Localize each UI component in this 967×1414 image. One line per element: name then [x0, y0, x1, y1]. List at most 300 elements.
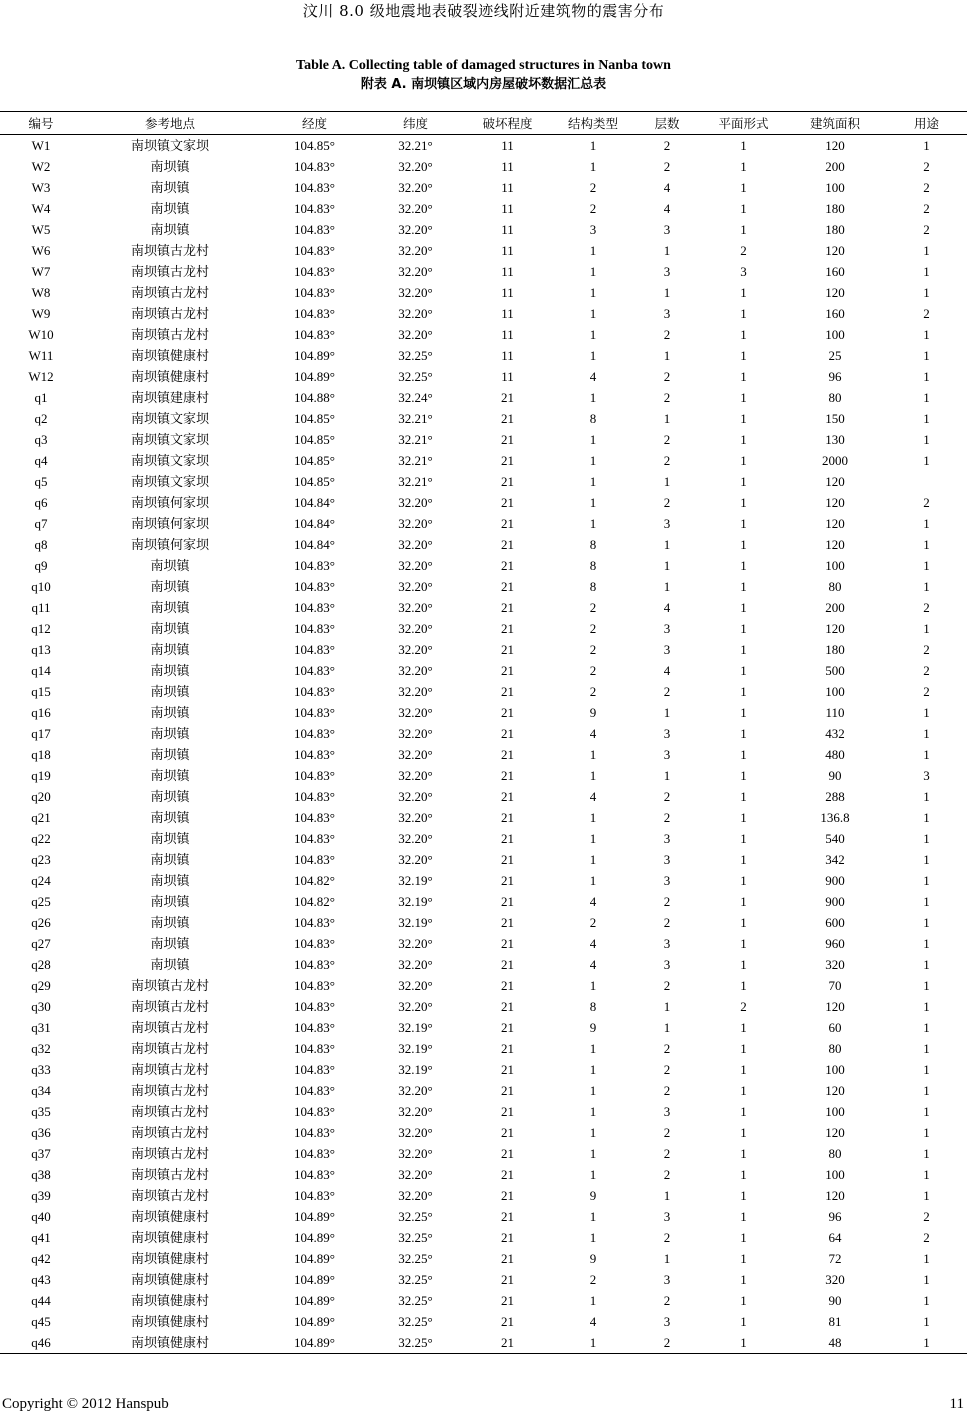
cell-latitude: 32.20° [398, 306, 433, 321]
table-row [0, 1017, 967, 1038]
cell-longitude: 104.83° [294, 243, 335, 258]
cell-id: q3 [34, 432, 48, 447]
cell-longitude: 104.83° [294, 810, 335, 825]
cell-location: 南坝镇古龙村 [130, 999, 209, 1014]
cell-floors: 3 [663, 747, 671, 762]
cell-floors: 3 [663, 222, 671, 237]
cell-floor-area: 200 [825, 600, 845, 615]
cell-floor-area: 100 [825, 180, 845, 195]
cell-id: q39 [31, 1188, 51, 1203]
cell-plan-form: 1 [740, 1188, 747, 1203]
cell-usage: 1 [923, 390, 930, 405]
cell-latitude: 32.20° [398, 705, 433, 720]
cell-location: 南坝镇 [150, 579, 190, 594]
cell-id: q19 [31, 768, 51, 783]
cell-usage: 2 [923, 1230, 930, 1245]
cell-floors: 3 [663, 1272, 671, 1287]
cell-id: q9 [34, 558, 48, 573]
cell-structure-type: 1 [589, 474, 597, 489]
cell-location: 南坝镇文家坝 [130, 138, 209, 153]
cell-id: q14 [31, 663, 51, 678]
cell-longitude: 104.83° [294, 1104, 335, 1119]
cell-location: 南坝镇健康村 [130, 1230, 209, 1245]
cell-id: q16 [31, 705, 51, 720]
cell-longitude: 104.83° [294, 558, 335, 573]
table-row [0, 933, 967, 954]
cell-longitude: 104.89° [294, 1230, 335, 1245]
table-row [0, 1269, 967, 1290]
cell-floors: 2 [663, 1062, 671, 1077]
cell-plan-form: 1 [740, 1272, 747, 1287]
table-row [0, 219, 967, 240]
cell-usage: 3 [923, 768, 930, 783]
cell-location: 南坝镇 [150, 831, 190, 846]
cell-floors: 2 [663, 894, 671, 909]
cell-floor-area: 60 [828, 1020, 842, 1035]
cell-plan-form: 1 [740, 180, 747, 195]
cell-damage-level: 21 [501, 432, 514, 447]
cell-structure-type: 1 [589, 138, 597, 153]
cell-plan-form: 1 [740, 432, 747, 447]
cell-floor-area: 136.8 [820, 810, 850, 825]
cell-floors: 3 [663, 264, 671, 279]
cell-latitude: 32.20° [398, 180, 433, 195]
table-row [0, 555, 967, 576]
table-row [0, 534, 967, 555]
cell-location: 南坝镇 [150, 957, 190, 972]
cell-usage: 1 [923, 411, 930, 426]
cell-id: q2 [34, 411, 48, 426]
cell-id: W1 [31, 138, 51, 153]
table-header [0, 112, 967, 135]
cell-damage-level: 21 [501, 579, 514, 594]
cell-usage: 1 [923, 936, 930, 951]
cell-latitude: 32.25° [371, 1332, 460, 1354]
cell-structure-type: 4 [589, 894, 597, 909]
cell-structure-type: 2 [589, 180, 597, 195]
cell-floor-area: 120 [825, 1083, 845, 1098]
cell-location: 南坝镇 [150, 621, 190, 636]
cell-structure-type: 2 [589, 201, 597, 216]
table-row [0, 660, 967, 681]
cell-longitude: 104.83° [294, 222, 335, 237]
cell-longitude: 104.89° [294, 1251, 335, 1266]
cell-latitude: 32.25° [398, 1272, 433, 1287]
cell-floor-area: 320 [825, 1272, 845, 1287]
cell-location: 南坝镇文家坝 [130, 411, 209, 426]
cell-id: W5 [31, 222, 51, 237]
cell-damage-level: 21 [501, 768, 514, 783]
cell-id: q7 [34, 516, 48, 531]
cell-longitude: 104.89° [294, 1293, 335, 1308]
cell-usage: 1 [923, 1146, 930, 1161]
cell-id: W8 [31, 285, 51, 300]
table-row [0, 303, 967, 324]
cell-location: 南坝镇古龙村 [130, 1020, 209, 1035]
cell-plan-form: 1 [740, 516, 747, 531]
cell-usage: 1 [923, 726, 930, 741]
table-row [0, 1101, 967, 1122]
cell-damage-level: 21 [501, 1062, 514, 1077]
cell-floors: 2 [663, 390, 671, 405]
cell-usage: 1 [923, 957, 930, 972]
cell-longitude: 104.89° [294, 1314, 335, 1329]
cell-floors: 1 [663, 243, 671, 258]
cell-floors: 2 [663, 369, 671, 384]
table-row [0, 1059, 967, 1080]
cell-plan-form: 1 [740, 1041, 747, 1056]
table-body [0, 135, 967, 1354]
footer-copyright: Copyright © 2012 Hanspub [2, 1396, 169, 1412]
cell-longitude: 104.83° [294, 915, 335, 930]
cell-plan-form: 1 [740, 1314, 747, 1329]
cell-floor-area: 2000 [822, 453, 848, 468]
cell-usage: 2 [923, 663, 930, 678]
cell-structure-type: 1 [589, 852, 597, 867]
cell-usage: 1 [923, 516, 930, 531]
cell-floor-area: 120 [825, 138, 845, 153]
cell-id: q29 [31, 978, 51, 993]
cell-latitude: 32.20° [398, 663, 433, 678]
cell-structure-type: 1 [555, 1332, 631, 1354]
table-row [0, 1122, 967, 1143]
cell-location: 南坝镇建康村 [130, 390, 209, 405]
cell-latitude: 32.19° [398, 915, 433, 930]
cell-longitude: 104.83° [294, 957, 335, 972]
cell-location: 南坝镇 [150, 684, 190, 699]
table-row [0, 954, 967, 975]
cell-damage-level: 21 [501, 936, 514, 951]
cell-plan-form: 1 [740, 1293, 747, 1308]
cell-id: W11 [28, 348, 54, 363]
cell-usage: 1 [923, 558, 930, 573]
table-row [0, 1311, 967, 1332]
cell-floor-area: 120 [825, 516, 845, 531]
cell-plan-form: 1 [740, 453, 747, 468]
cell-floor-area: 120 [825, 495, 845, 510]
cell-plan-form: 1 [740, 1062, 747, 1077]
cell-latitude: 32.25° [398, 369, 433, 384]
cell-floors: 1 [663, 579, 671, 594]
cell-id: W7 [31, 264, 51, 279]
cell-plan-form: 1 [740, 789, 747, 804]
cell-plan-form: 1 [740, 894, 747, 909]
cell-plan-form: 1 [740, 558, 747, 573]
table-row [0, 807, 967, 828]
cell-latitude: 32.20° [398, 285, 433, 300]
cell-damage-level: 21 [501, 600, 514, 615]
cell-structure-type: 1 [589, 1083, 597, 1098]
cell-longitude: 104.83° [294, 789, 335, 804]
cell-location: 南坝镇 [150, 222, 190, 237]
cell-location: 南坝镇 [150, 663, 190, 678]
cell-location: 南坝镇古龙村 [130, 327, 209, 342]
cell-floor-area: 960 [825, 936, 845, 951]
cell-longitude: 104.82° [294, 894, 335, 909]
cell-plan-form: 1 [740, 915, 747, 930]
cell-longitude: 104.83° [294, 978, 335, 993]
cell-floors: 3 [663, 852, 671, 867]
cell-damage-level: 21 [501, 1146, 514, 1161]
cell-longitude: 104.89° [294, 1209, 335, 1224]
cell-usage: 1 [923, 327, 930, 342]
table-row [0, 828, 967, 849]
cell-longitude: 104.84° [294, 495, 335, 510]
cell-plan-form: 1 [703, 1332, 784, 1354]
cell-usage: 2 [923, 201, 930, 216]
cell-location: 南坝镇健康村 [130, 1272, 209, 1287]
cell-usage: 2 [923, 222, 930, 237]
cell-structure-type: 1 [589, 390, 597, 405]
cell-plan-form: 1 [740, 159, 747, 174]
cell-structure-type: 2 [589, 663, 597, 678]
cell-plan-form: 1 [740, 348, 747, 363]
cell-floors: 3 [663, 642, 671, 657]
cell-floor-area: 80 [828, 390, 842, 405]
cell-usage: 2 [923, 495, 930, 510]
cell-latitude: 32.20° [398, 747, 433, 762]
cell-plan-form: 1 [740, 1167, 747, 1182]
cell-floor-area: 110 [825, 705, 845, 720]
cell-id: W4 [31, 201, 51, 216]
cell-latitude: 32.20° [398, 495, 433, 510]
cell-floor-area: 72 [828, 1251, 842, 1266]
cell-usage: 1 [923, 705, 930, 720]
cell-usage: 1 [923, 999, 930, 1014]
cell-usage: 1 [923, 1020, 930, 1035]
cell-structure-type: 2 [589, 684, 597, 699]
cell-structure-type: 4 [589, 1314, 597, 1329]
cell-floors: 3 [663, 726, 671, 741]
cell-damage-level: 21 [501, 1209, 514, 1224]
cell-structure-type: 1 [589, 1146, 597, 1161]
table-row [0, 996, 967, 1017]
cell-latitude: 32.20° [398, 516, 433, 531]
cell-floor-area: 160 [825, 306, 845, 321]
cell-plan-form: 2 [740, 999, 747, 1014]
cell-location: 南坝镇健康村 [130, 1314, 209, 1329]
cell-structure-type: 4 [589, 369, 597, 384]
cell-floor-area: 180 [825, 642, 845, 657]
cell-latitude: 32.25° [398, 1230, 433, 1245]
cell-latitude: 32.20° [398, 222, 433, 237]
cell-floor-area: 600 [825, 915, 845, 930]
cell-longitude: 104.83° [294, 1062, 335, 1077]
cell-location: 南坝镇 [150, 558, 190, 573]
table-row [0, 765, 967, 786]
cell-location: 南坝镇 [150, 642, 190, 657]
cell-damage-level: 21 [501, 474, 514, 489]
cell-longitude: 104.83° [294, 705, 335, 720]
cell-location: 南坝镇古龙村 [130, 1062, 209, 1077]
table-row [0, 387, 967, 408]
cell-usage: 1 [923, 537, 930, 552]
cell-floor-area: 100 [825, 684, 845, 699]
cell-longitude: 104.84° [294, 516, 335, 531]
cell-usage: 1 [923, 243, 930, 258]
table-row [0, 1164, 967, 1185]
cell-structure-type: 1 [589, 453, 597, 468]
cell-plan-form: 1 [740, 495, 747, 510]
cell-id: q42 [31, 1251, 51, 1266]
cell-latitude: 32.20° [398, 243, 433, 258]
table-row [0, 723, 967, 744]
cell-floors: 1 [663, 1188, 671, 1203]
cell-plan-form: 1 [740, 1083, 747, 1098]
cell-floor-area: 25 [828, 348, 842, 363]
table-row [0, 744, 967, 765]
cell-latitude: 32.20° [398, 327, 433, 342]
cell-structure-type: 8 [589, 558, 597, 573]
cell-structure-type: 8 [589, 999, 597, 1014]
cell-structure-type: 8 [589, 537, 597, 552]
cell-plan-form: 1 [740, 957, 747, 972]
cell-structure-type: 1 [589, 747, 597, 762]
cell-id: q41 [31, 1230, 51, 1245]
cell-longitude: 104.83° [294, 684, 335, 699]
cell-latitude: 32.20° [398, 1188, 433, 1203]
cell-location: 南坝镇 [150, 600, 190, 615]
cell-usage: 1 [923, 1314, 930, 1329]
cell-structure-type: 1 [589, 768, 597, 783]
cell-floors: 4 [663, 663, 671, 678]
cell-damage-level: 11 [501, 369, 514, 384]
cell-id: W10 [28, 327, 54, 342]
cell-id: q34 [31, 1083, 51, 1098]
cell-structure-type: 1 [589, 831, 597, 846]
cell-floor-area: 130 [825, 432, 845, 447]
cell-longitude: 104.83° [294, 1041, 335, 1056]
cell-usage: 1 [923, 264, 930, 279]
cell-floors: 3 [663, 1314, 671, 1329]
cell-usage: 1 [923, 1272, 930, 1287]
cell-structure-type: 9 [589, 1020, 597, 1035]
cell-latitude: 32.20° [398, 159, 433, 174]
cell-location: 南坝镇 [150, 747, 190, 762]
cell-structure-type: 9 [589, 1251, 597, 1266]
cell-location: 南坝镇古龙村 [130, 285, 209, 300]
cell-id: q33 [31, 1062, 51, 1077]
cell-id: q11 [31, 600, 51, 615]
cell-id: q21 [31, 810, 51, 825]
cell-floors: 3 [663, 831, 671, 846]
cell-latitude: 32.21° [398, 432, 433, 447]
cell-floor-area: 100 [825, 1062, 845, 1077]
cell-latitude: 32.21° [398, 453, 433, 468]
table-row [0, 366, 967, 387]
cell-damage-level: 21 [501, 1083, 514, 1098]
cell-floors: 2 [663, 432, 671, 447]
cell-floors: 2 [663, 1167, 671, 1182]
cell-latitude: 32.25° [398, 1209, 433, 1224]
table-row [0, 1038, 967, 1059]
cell-plan-form: 1 [740, 390, 747, 405]
cell-damage-level: 21 [501, 516, 514, 531]
cell-floors: 2 [663, 1230, 671, 1245]
cell-plan-form: 1 [740, 1209, 747, 1224]
cell-latitude: 32.20° [398, 936, 433, 951]
cell-structure-type: 1 [589, 1230, 597, 1245]
cell-floor-area: 96 [828, 1209, 842, 1224]
cell-floor-area: 48 [784, 1332, 886, 1354]
cell-plan-form: 1 [740, 537, 747, 552]
cell-usage: 1 [923, 1083, 930, 1098]
cell-floor-area: 900 [825, 894, 845, 909]
cell-latitude: 32.20° [398, 831, 433, 846]
cell-floors: 2 [631, 1332, 703, 1354]
cell-longitude: 104.83° [294, 1146, 335, 1161]
cell-floor-area: 90 [828, 1293, 842, 1308]
cell-damage-level: 11 [501, 264, 514, 279]
cell-usage: 1 [923, 1167, 930, 1182]
cell-plan-form: 1 [740, 306, 747, 321]
cell-id: W3 [31, 180, 51, 195]
cell-floor-area: 120 [825, 243, 845, 258]
cell-location: 南坝镇何家坝 [130, 516, 209, 531]
cell-id: q38 [31, 1167, 51, 1182]
cell-location: 南坝镇健康村 [82, 1332, 258, 1354]
cell-floors: 2 [663, 1041, 671, 1056]
table-row [0, 429, 967, 450]
cell-longitude: 104.89° [258, 1332, 371, 1354]
cell-plan-form: 1 [740, 1020, 747, 1035]
table-row [0, 135, 967, 157]
cell-id: q24 [31, 873, 51, 888]
cell-floor-area: 288 [825, 789, 845, 804]
cell-plan-form: 1 [740, 285, 747, 300]
cell-structure-type: 1 [589, 1104, 597, 1119]
cell-id: q30 [31, 999, 51, 1014]
cell-floors: 1 [663, 537, 671, 552]
cell-usage: 1 [923, 852, 930, 867]
cell-damage-level: 11 [501, 180, 514, 195]
cell-usage: 1 [923, 285, 930, 300]
cell-longitude: 104.88° [294, 390, 335, 405]
table-row [0, 639, 967, 660]
cell-floors: 4 [663, 600, 671, 615]
cell-latitude: 32.20° [398, 999, 433, 1014]
cell-id: q37 [31, 1146, 51, 1161]
cell-damage-level: 11 [501, 159, 514, 174]
col-header-longitude: 经度 [258, 112, 371, 135]
cell-floor-area: 342 [825, 852, 845, 867]
table-row [0, 786, 967, 807]
cell-location: 南坝镇 [150, 726, 190, 741]
cell-structure-type: 4 [589, 726, 597, 741]
cell-id: W12 [28, 369, 54, 384]
damage-data-table [0, 111, 967, 1354]
cell-floors: 2 [663, 978, 671, 993]
cell-damage-level: 11 [501, 348, 514, 363]
table-row [0, 513, 967, 534]
cell-location: 南坝镇古龙村 [130, 306, 209, 321]
cell-plan-form: 1 [740, 411, 747, 426]
cell-usage: 2 [923, 1209, 930, 1224]
cell-floors: 1 [663, 474, 671, 489]
cell-id: q44 [31, 1293, 51, 1308]
cell-structure-type: 1 [589, 810, 597, 825]
cell-floor-area: 80 [828, 1041, 842, 1056]
cell-floor-area: 70 [828, 978, 842, 993]
cell-floors: 1 [663, 558, 671, 573]
cell-damage-level: 21 [501, 1167, 514, 1182]
cell-damage-level: 21 [501, 705, 514, 720]
cell-floor-area: 480 [825, 747, 845, 762]
cell-longitude: 104.83° [294, 726, 335, 741]
cell-plan-form: 1 [740, 726, 747, 741]
cell-structure-type: 1 [589, 306, 597, 321]
col-header-structure-type: 结构类型 [555, 112, 631, 135]
